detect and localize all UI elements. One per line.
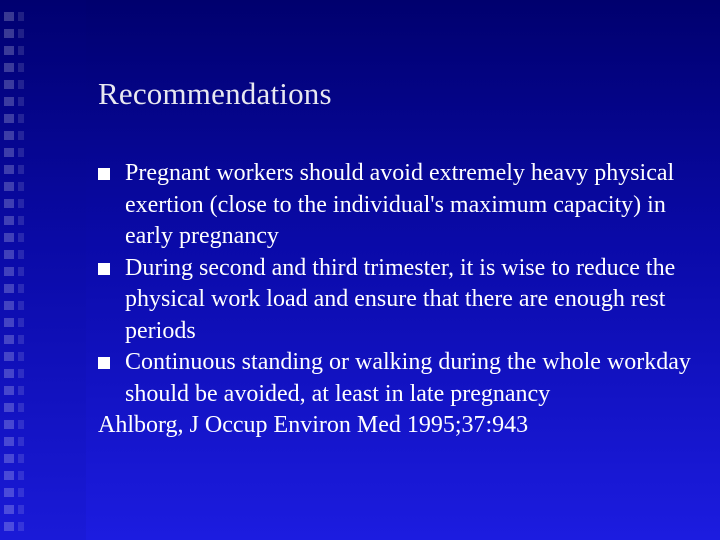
slide-content — [98, 158, 698, 442]
square-bullet-icon — [98, 263, 110, 275]
bullet-item — [98, 253, 698, 348]
citation: Ahlborg, J Occup Environ Med 1995;37:943 — [98, 412, 529, 438]
square-bullet-icon — [98, 168, 110, 180]
square-bullet-icon — [98, 357, 110, 369]
bullet-text: During second and third trimester, it is wise to reduce the physical work load and ensure that there are enough rest periods — [125, 254, 676, 344]
bullet-item — [98, 347, 698, 410]
decorative-square-column-secondary — [18, 12, 24, 532]
decorative-square-column — [4, 12, 14, 532]
left-decorative-band — [0, 0, 86, 540]
slide-title: Recommendations — [98, 76, 332, 111]
bullet-item — [98, 158, 698, 253]
bullet-text: Pregnant workers should avoid extremely heavy physical exertion (close to the individual's maximum capacity) in early pregnancy — [125, 160, 675, 249]
bullet-text: Continuous standing or walking during the whole workday should be avoided, at least in late pregnancy — [125, 349, 691, 407]
